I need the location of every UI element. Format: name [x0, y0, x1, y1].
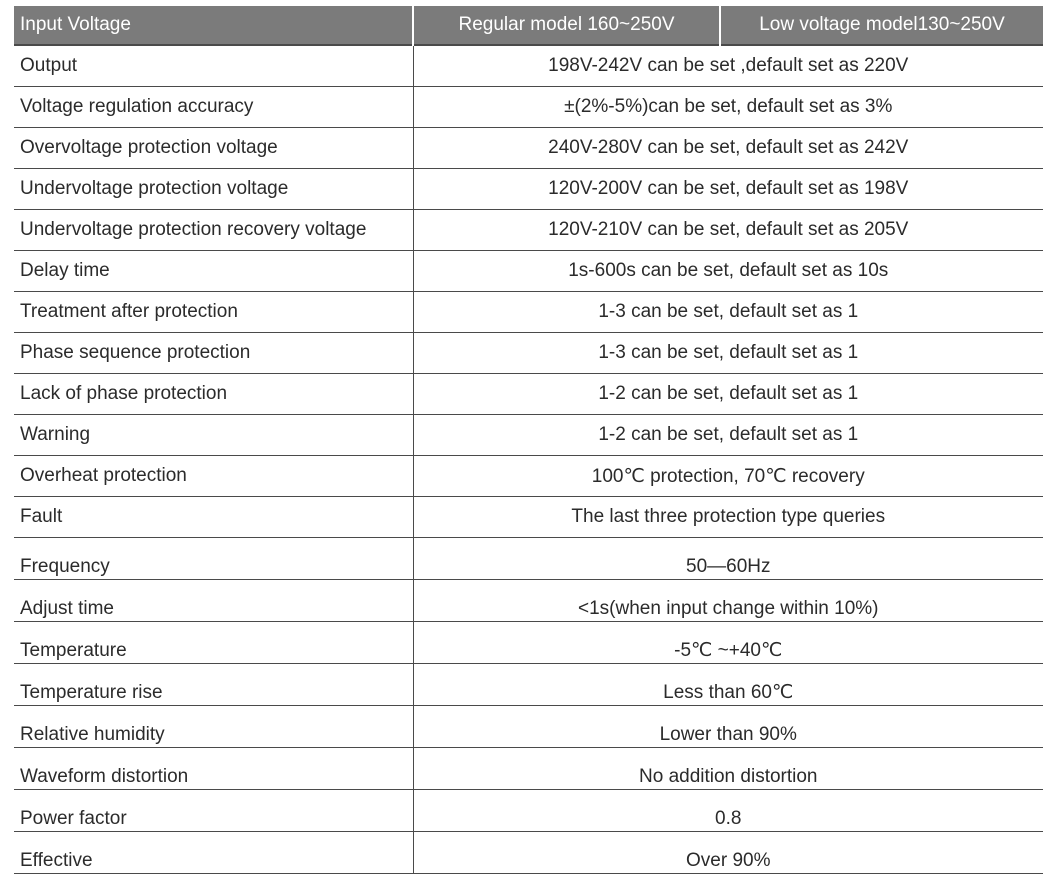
param-value: 120V-210V can be set, default set as 205V: [413, 210, 1043, 251]
param-label: Overheat protection: [14, 456, 413, 497]
param-label: Undervoltage protection voltage: [14, 169, 413, 210]
table-row: [14, 45, 1043, 87]
table-row: [14, 706, 1043, 748]
table-row: [14, 128, 1043, 169]
param-label: Adjust time: [14, 580, 413, 622]
param-value: 50—60Hz: [413, 538, 1043, 580]
param-value: 240V-280V can be set, default set as 242V: [413, 128, 1043, 169]
spec-table-body: [14, 45, 1043, 874]
table-row: [14, 748, 1043, 790]
param-value: -5℃ ~+40℃: [413, 622, 1043, 664]
param-value: Over 90%: [413, 832, 1043, 874]
param-label: Overvoltage protection voltage: [14, 128, 413, 169]
table-row: [14, 832, 1043, 874]
param-label: Voltage regulation accuracy: [14, 87, 413, 128]
param-label: Power factor: [14, 790, 413, 832]
param-value: 1-3 can be set, default set as 1: [413, 292, 1043, 333]
param-label: Delay time: [14, 251, 413, 292]
header-low-voltage-model: Low voltage model130~250V: [720, 6, 1043, 45]
param-label: Output: [14, 45, 413, 87]
param-value: 1s-600s can be set, default set as 10s: [413, 251, 1043, 292]
param-value: The last three protection type queries: [413, 497, 1043, 538]
param-label: Relative humidity: [14, 706, 413, 748]
table-row: [14, 580, 1043, 622]
table-row: [14, 87, 1043, 128]
param-value: 1-2 can be set, default set as 1: [413, 374, 1043, 415]
param-label: Fault: [14, 497, 413, 538]
param-value: 120V-200V can be set, default set as 198V: [413, 169, 1043, 210]
table-row: [14, 210, 1043, 251]
header-row: [14, 6, 1043, 45]
param-label: Temperature rise: [14, 664, 413, 706]
param-value: 1-3 can be set, default set as 1: [413, 333, 1043, 374]
header-regular-model: Regular model 160~250V: [413, 6, 720, 45]
table-row: [14, 790, 1043, 832]
table-row: [14, 374, 1043, 415]
param-label: Temperature: [14, 622, 413, 664]
param-label: Effective: [14, 832, 413, 874]
param-label: Lack of phase protection: [14, 374, 413, 415]
param-value: 0.8: [413, 790, 1043, 832]
param-label: Warning: [14, 415, 413, 456]
table-row: [14, 622, 1043, 664]
param-value: <1s(when input change within 10%): [413, 580, 1043, 622]
table-row: [14, 664, 1043, 706]
param-value: 1-2 can be set, default set as 1: [413, 415, 1043, 456]
param-value: 100℃ protection, 70℃ recovery: [413, 456, 1043, 497]
param-value: 198V-242V can be set ,default set as 220V: [413, 45, 1043, 87]
table-row: [14, 333, 1043, 374]
table-row: [14, 497, 1043, 538]
param-label: Undervoltage protection recovery voltage: [14, 210, 413, 251]
param-label: Treatment after protection: [14, 292, 413, 333]
table-row: [14, 292, 1043, 333]
table-row: [14, 538, 1043, 580]
table-row: [14, 251, 1043, 292]
param-label: Waveform distortion: [14, 748, 413, 790]
param-value: ±(2%-5%)can be set, default set as 3%: [413, 87, 1043, 128]
param-label: Phase sequence protection: [14, 333, 413, 374]
table-row: [14, 169, 1043, 210]
table-row: [14, 456, 1043, 497]
param-value: No addition distortion: [413, 748, 1043, 790]
table-row: [14, 415, 1043, 456]
param-value: Less than 60℃: [413, 664, 1043, 706]
spec-table: [14, 6, 1043, 874]
header-input-voltage: Input Voltage: [14, 6, 413, 45]
param-label: Frequency: [14, 538, 413, 580]
param-value: Lower than 90%: [413, 706, 1043, 748]
